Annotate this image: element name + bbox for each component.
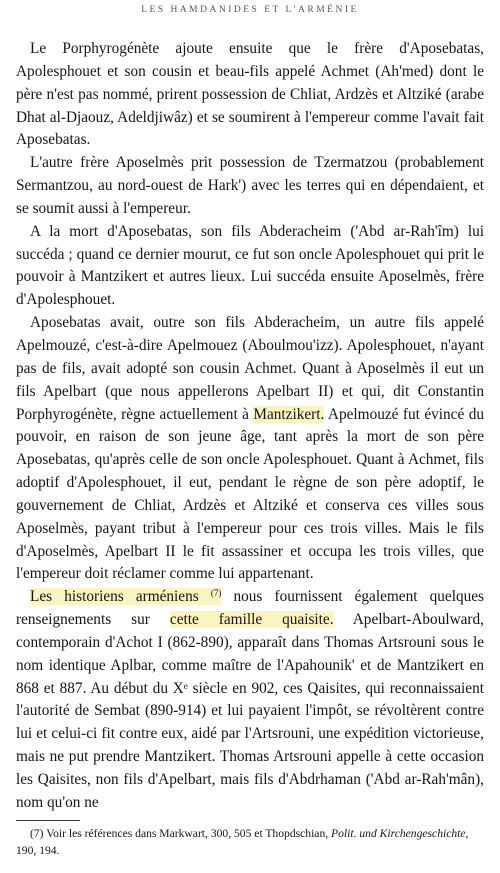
footnote-divider — [16, 820, 80, 821]
paragraph-5 — [16, 586, 484, 814]
highlight-historians-text: Les historiens arméniens — [30, 588, 199, 606]
paragraph-1: Le Porphyrogénète ajoute ensuite que le frère d'Aposebatas, Apolesphouet et son cousin et beau-fils appelé Achmet (Ah'med) dont le père n'est pas nommé, prirent possession de Chliat, Ardzès et Altziké (arabe Dhat al-Djaouz, Adeldjiwâz) et se soumirent à l'empereur comme l'avait fait Aposebatas. — [16, 40, 484, 149]
footnote-title: Polit. und Kirchengeschichte — [331, 827, 466, 840]
paragraph-5-text-a: nous fournissent également quelques renseignements sur — [16, 588, 484, 629]
footnote-reference: (7) — [210, 588, 222, 599]
paragraph-4 — [16, 312, 484, 586]
paragraph-4-text-a: Aposebatas avait, outre son fils Abderacheim, un autre fils appelé Apelmouzé, c'est-à-dire Apelmouez (Aboulmou'izz). Apolesphouet, n'ayant pas de fils, avait adopté son cousin Achmet. Quant à Aposelmès il eut un fils Apelbart (que nous appellerons Apelbart II) et qui, dit Constantin Porphyrogénète, règne actuellement à — [16, 314, 484, 423]
highlight-historians — [30, 588, 221, 605]
paragraph-3: A la mort d'Aposebatas, son fils Abderacheim ('Abd ar-Rah'îm) lui succéda ; quand ce dernier mourut, ce fut son oncle Apolesphouet qui prit le pouvoir à Mantzikert et autres lieux. Lui succéda ensuite Aposelmès, frère d'Apolesphouet. — [16, 222, 484, 309]
paragraph-4-text-b: Apelmouzé fut évincé du pouvoir, en raison de son jeune âge, tant après la mort de son père Aposebatas, qu'après celle de son oncle Apolesphouet. Quant à Achmet, fils adoptif d'Apolesphouet, il eut, pendant le règne de son père adoptif, le gouvernement de Chliat, Ardzès et Altziké et conserva ces villes sous Aposelmès, payant tribut à l'empereur pour ces trois villes. Mais le fils d'Aposelmès, Apelbart II le fit assassiner et occupa les trois villes, que l'empereur doit réclamer comme lui appartenant. — [16, 405, 484, 583]
highlight-family: cette famille quaisite. — [169, 611, 334, 629]
paragraph-5-text-b: Apelbart-Aboulward, contemporain d'Achot I (862-890), apparaît dans Thomas Artsrouni sous le nom identique Aplbar, comme maître de l'Apahounik' et de Mantzikert en 868 et 887. Au début du Xᵉ siècle en 902, ces Qaisites, qui reconnaissaient l'autorité de Sembat (890-914) et lui payaient l'impôt, se révoltèrent contre lui et celui-ci fit contre eux, aidé par l'Artsrouni, une expédition victorieuse, mais ne put prendre Mantzikert. Thomas Artsrouni appelle à cette occasion les Qaisites, non fils d'Apelbart, mais fils d'Abdrhaman ('Abd ar-Rah'mân), nom qu'on ne — [16, 611, 484, 811]
main-text — [16, 38, 484, 815]
footnote-pages: , 190, 194. — [16, 827, 469, 857]
footnote-text: (7) Voir les références dans Markwart, 300, 505 et Thopdschian, — [30, 827, 332, 840]
paragraph-2: L'autre frère Aposelmès prit possession de Tzermatzou (probablement Sermantzou, au nord-ouest de Hark') avec les terres qui en dépendaient, et se soumit aussi à l'empereur. — [16, 154, 484, 217]
footnote — [16, 826, 484, 859]
highlight-mantzikert: Mantzikert. — [253, 405, 325, 423]
running-header: LES HAMDANIDES ET L'ARMÉNIE — [141, 5, 359, 15]
